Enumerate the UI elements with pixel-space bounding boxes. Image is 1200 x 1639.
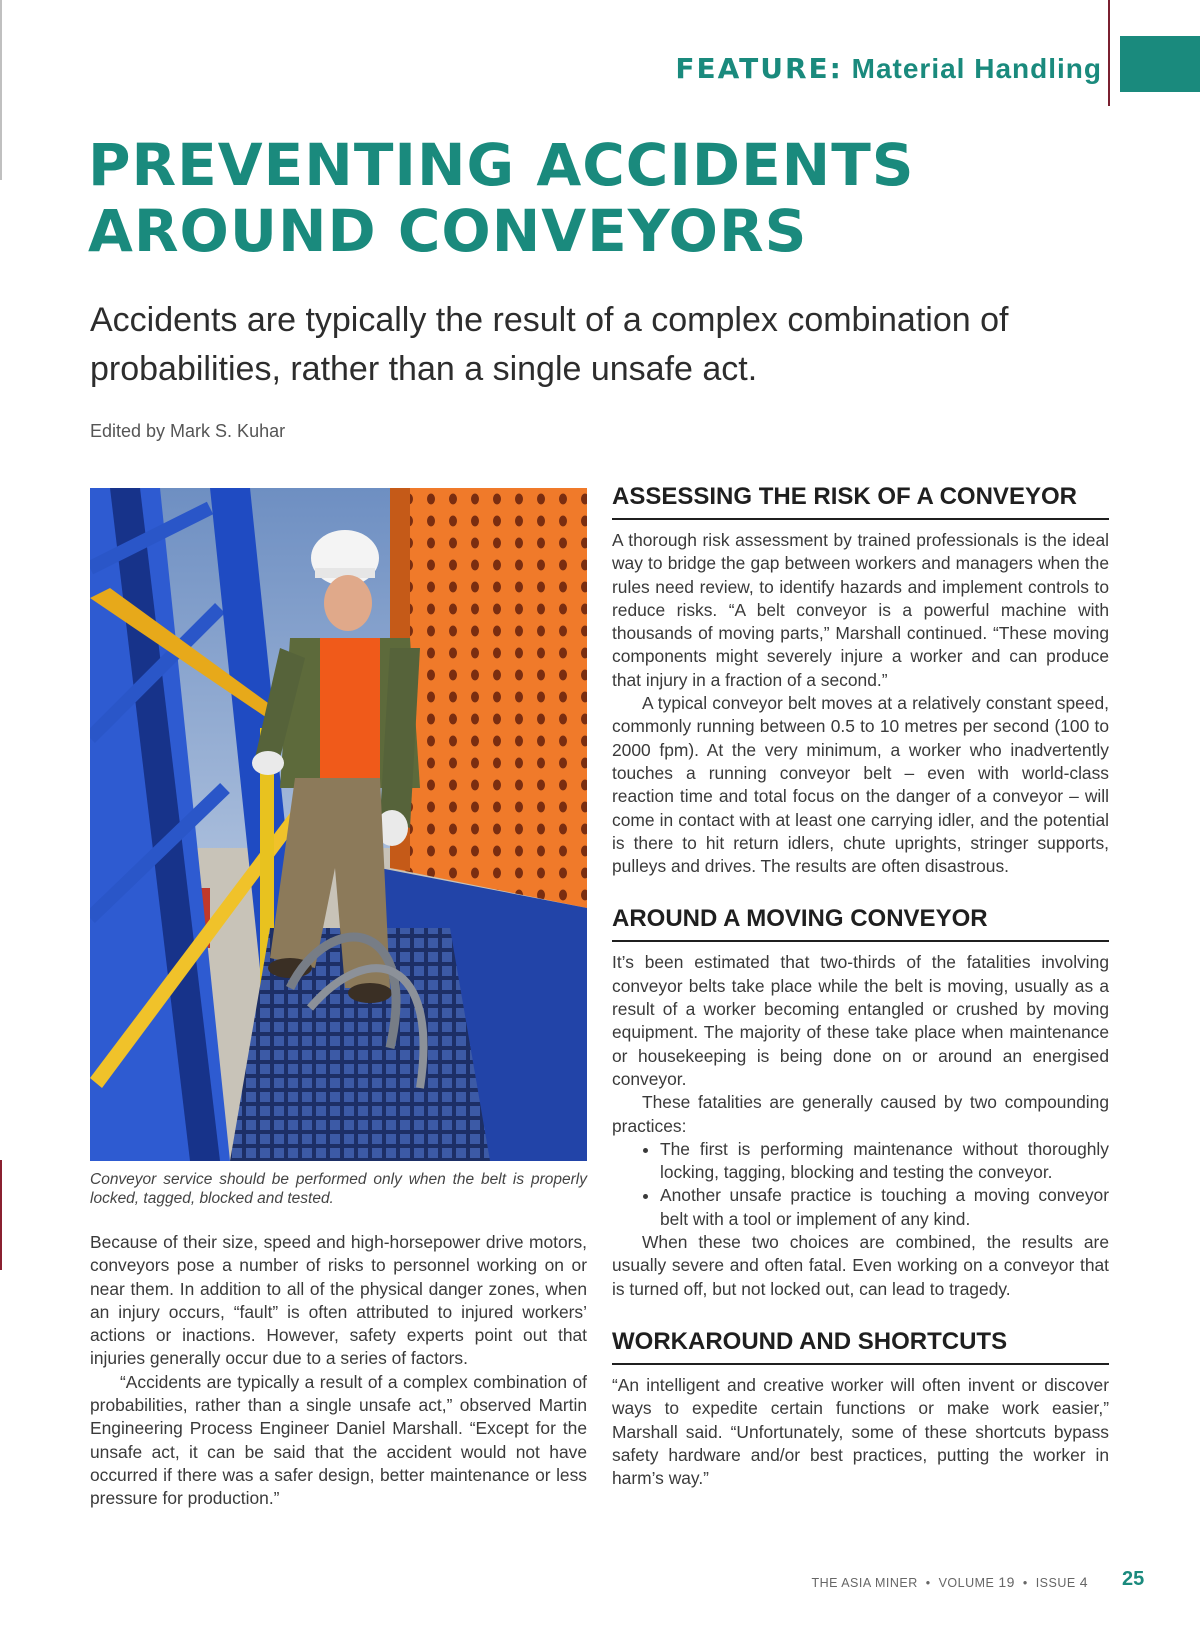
header-color-block bbox=[1120, 36, 1200, 92]
section-workaround-shortcuts bbox=[612, 1327, 1109, 1490]
feature-label bbox=[675, 52, 1102, 85]
body-paragraph: It’s been estimated that two-thirds of the fatalities involving conveyor belts take place while the belt is moving, usually as a result of a worker becoming entangled or crushed by moving equipment. The majority of these take place when maintenance or housekeeping is being done on or around an energised conveyor. bbox=[612, 952, 1109, 1089]
photo-caption: Conveyor service should be performed only when the belt is properly locked, tagged, blocked and tested. bbox=[90, 1171, 587, 1207]
article-deck: Accidents are typically the result of a complex combination of probabilities, rather than a single unsafe act. bbox=[90, 301, 1009, 388]
page-footer: THE ASIA MINER • VOLUME 19 • ISSUE 4 bbox=[811, 1574, 1088, 1590]
volume-label: VOLUME bbox=[938, 1576, 995, 1590]
conveyor-worker-photo bbox=[90, 488, 587, 1161]
feature-topic: Material Handling bbox=[851, 53, 1102, 84]
section-heading: ASSESSING THE RISK OF A CONVEYOR bbox=[612, 482, 1109, 520]
list-item: • The first is performing maintenance without thoroughly locking, tagging, blocking and testing the conveyor. bbox=[660, 1138, 1109, 1185]
header-vertical-rule bbox=[1108, 0, 1110, 106]
body-paragraph: When these two choices are combined, the results are usually severe and often fatal. Even working on a conveyor that is turned off, but not locked out, can lead to tragedy. bbox=[612, 1232, 1109, 1299]
page-edge-mark bbox=[0, 0, 2, 180]
section-assessing-risk bbox=[612, 482, 1109, 878]
body-paragraph: “An intelligent and creative worker will often invent or discover ways to expedite certain functions or make work easier,” Marshall said. “Unfortunately, some of these shortcuts bypass safety hardware and/or best practices, putting the worker in harm’s way.” bbox=[612, 1374, 1109, 1489]
article-title bbox=[88, 132, 915, 264]
intro-column bbox=[90, 1231, 587, 1511]
article-photo bbox=[90, 488, 587, 1161]
title-line-2: AROUND CONVEYORS bbox=[88, 197, 808, 265]
title-line-1: PREVENTING ACCIDENTS bbox=[88, 131, 915, 199]
section-heading: WORKAROUND AND SHORTCUTS bbox=[612, 1327, 1109, 1365]
volume-number: 19 bbox=[998, 1574, 1015, 1590]
body-paragraph: A typical conveyor belt moves at a relatively constant speed, commonly running between 0.5 to 10 metres per second (100 to 2000 fpm). At the very minimum, a worker who inadvertently touches a running conveyor belt – even with world-class reaction time and total focus on the danger of a conveyor – will come in contact with at least one carrying idler, and the potential is there to hit return idlers, chute uprights, stringer supports, pulleys and drives. The results are often disastrous. bbox=[612, 693, 1109, 877]
byline: Edited by Mark S. Kuhar bbox=[90, 421, 286, 441]
page-edge-mark bbox=[0, 1160, 2, 1270]
section-moving-conveyor bbox=[612, 904, 1109, 1300]
body-paragraph: These fatalities are generally caused by two compounding practices: bbox=[612, 1092, 1109, 1136]
page-number: 25 bbox=[1122, 1568, 1145, 1590]
bullet-list bbox=[612, 1138, 1109, 1231]
intro-paragraph: Because of their size, speed and high-horsepower drive motors, conveyors pose a number of risks to personnel working on or near them. In addition to all of the physical danger zones, when an injury occurs, “fault” is often attributed to injured workers’ actions or inactions. However, safety experts point out that injuries generally occur due to a series of factors. bbox=[90, 1232, 587, 1369]
publication-name: THE ASIA MINER bbox=[811, 1576, 918, 1590]
sections-column bbox=[612, 482, 1109, 1516]
body-paragraph: A thorough risk assessment by trained professionals is the ideal way to bridge the gap between workers and managers when the rules need review, to identify hazards and implement controls to reduce risks. “A belt conveyor is a powerful machine with thousands of moving parts,” Marshall continued. “These moving components might severely injure a worker and can produce that injury in a fraction of a second.” bbox=[612, 530, 1109, 690]
issue-number: 4 bbox=[1079, 1574, 1088, 1590]
feature-keyword: FEATURE: bbox=[675, 52, 843, 85]
list-item: • Another unsafe practice is touching a moving conveyor belt with a tool or implement of any kind. bbox=[660, 1184, 1109, 1231]
section-heading: AROUND A MOVING CONVEYOR bbox=[612, 904, 1109, 942]
issue-label: ISSUE bbox=[1035, 1576, 1076, 1590]
intro-paragraph: “Accidents are typically a result of a complex combination of probabilities, rather than a single unsafe act,” observed Martin Engineering Process Engineer Daniel Marshall. “Except for the unsafe act, it can be said that the accident would not have occurred if there was a safer design, better maintenance or less pressure for production.” bbox=[90, 1371, 587, 1509]
